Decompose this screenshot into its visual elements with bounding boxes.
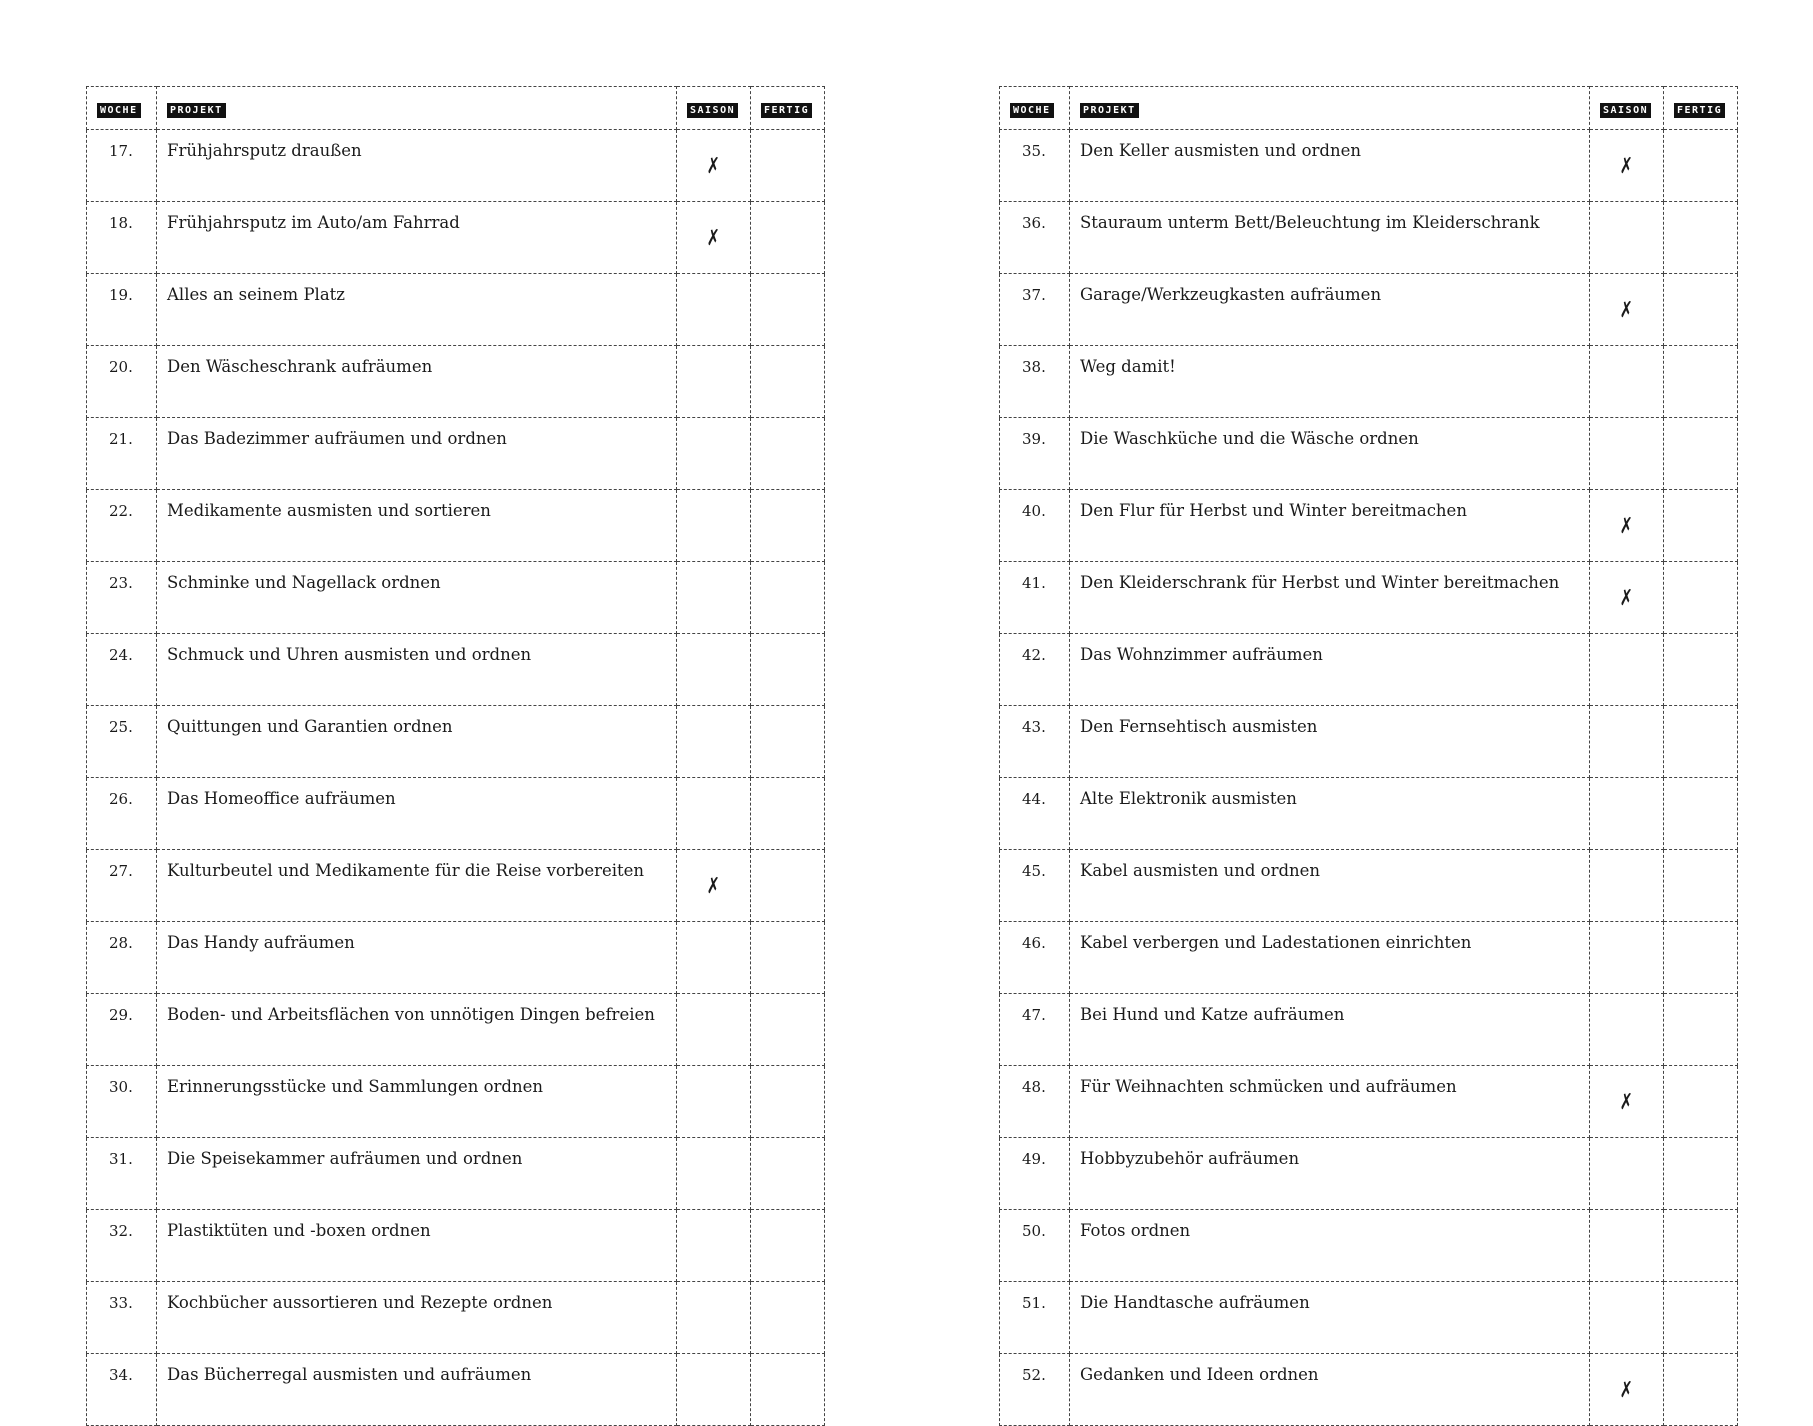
fertig-checkbox-cell[interactable] bbox=[751, 490, 825, 562]
header-week-label: WOCHE bbox=[97, 103, 141, 118]
table-row bbox=[87, 1138, 825, 1210]
saison-cell bbox=[1590, 1282, 1664, 1354]
saison-cell bbox=[1590, 1354, 1664, 1426]
saison-cell bbox=[677, 850, 751, 922]
fertig-checkbox-cell[interactable] bbox=[1664, 922, 1738, 994]
saison-cell bbox=[677, 418, 751, 490]
saison-cell bbox=[1590, 778, 1664, 850]
table-row bbox=[87, 1210, 825, 1282]
header-project-label: PROJEKT bbox=[1080, 103, 1139, 118]
project-name: Die Speisekammer aufräumen und ordnen bbox=[157, 1138, 677, 1210]
fertig-checkbox-cell[interactable] bbox=[1664, 1138, 1738, 1210]
table-row bbox=[87, 130, 825, 202]
table-row bbox=[1000, 418, 1738, 490]
week-number: 22. bbox=[87, 490, 157, 562]
table-row bbox=[87, 490, 825, 562]
saison-cell bbox=[1590, 1138, 1664, 1210]
saison-cell bbox=[677, 1354, 751, 1426]
saison-cell bbox=[1590, 706, 1664, 778]
project-name: Für Weihnachten schmücken und aufräumen bbox=[1070, 1066, 1590, 1138]
project-name: Bei Hund und Katze aufräumen bbox=[1070, 994, 1590, 1066]
fertig-checkbox-cell[interactable] bbox=[751, 994, 825, 1066]
fertig-checkbox-cell[interactable] bbox=[1664, 634, 1738, 706]
fertig-checkbox-cell[interactable] bbox=[1664, 994, 1738, 1066]
saison-cell bbox=[1590, 922, 1664, 994]
saison-cell bbox=[677, 274, 751, 346]
fertig-checkbox-cell[interactable] bbox=[1664, 562, 1738, 634]
header-saison-label: SAISON bbox=[687, 103, 738, 118]
fertig-checkbox-cell[interactable] bbox=[1664, 202, 1738, 274]
week-number: 44. bbox=[1000, 778, 1070, 850]
table-row bbox=[1000, 274, 1738, 346]
table-header-row bbox=[1000, 87, 1738, 130]
week-number: 50. bbox=[1000, 1210, 1070, 1282]
fertig-checkbox-cell[interactable] bbox=[751, 562, 825, 634]
saison-cell bbox=[677, 994, 751, 1066]
week-number: 34. bbox=[87, 1354, 157, 1426]
table-row bbox=[87, 634, 825, 706]
saison-cell bbox=[1590, 346, 1664, 418]
header-fertig-label: FERTIG bbox=[761, 103, 812, 118]
project-name: Frühjahrsputz im Auto/am Fahrrad bbox=[157, 202, 677, 274]
saison-mark: ✗ bbox=[1619, 153, 1634, 179]
header-saison bbox=[1590, 87, 1664, 130]
week-number: 30. bbox=[87, 1066, 157, 1138]
saison-cell bbox=[677, 922, 751, 994]
saison-mark: ✗ bbox=[706, 153, 721, 179]
table-row bbox=[87, 706, 825, 778]
table-row bbox=[87, 274, 825, 346]
saison-mark: ✗ bbox=[1619, 1377, 1634, 1403]
project-name: Den Wäscheschrank aufräumen bbox=[157, 346, 677, 418]
weekly-projects-table-left bbox=[86, 86, 825, 1426]
fertig-checkbox-cell[interactable] bbox=[1664, 1282, 1738, 1354]
saison-cell bbox=[677, 562, 751, 634]
project-name: Schminke und Nagellack ordnen bbox=[157, 562, 677, 634]
saison-cell bbox=[1590, 202, 1664, 274]
header-fertig-label: FERTIG bbox=[1674, 103, 1725, 118]
table-row bbox=[1000, 1210, 1738, 1282]
table-header-row bbox=[87, 87, 825, 130]
week-number: 28. bbox=[87, 922, 157, 994]
saison-cell bbox=[1590, 274, 1664, 346]
week-number: 32. bbox=[87, 1210, 157, 1282]
fertig-checkbox-cell[interactable] bbox=[1664, 490, 1738, 562]
table-row bbox=[87, 1354, 825, 1426]
fertig-checkbox-cell[interactable] bbox=[751, 1066, 825, 1138]
table-row bbox=[87, 850, 825, 922]
header-saison bbox=[677, 87, 751, 130]
project-name: Das Wohnzimmer aufräumen bbox=[1070, 634, 1590, 706]
saison-cell bbox=[677, 130, 751, 202]
saison-cell bbox=[1590, 634, 1664, 706]
week-number: 52. bbox=[1000, 1354, 1070, 1426]
saison-cell bbox=[677, 706, 751, 778]
project-name: Quittungen und Garantien ordnen bbox=[157, 706, 677, 778]
table-row bbox=[1000, 1138, 1738, 1210]
fertig-checkbox-cell[interactable] bbox=[751, 922, 825, 994]
project-name: Erinnerungsstücke und Sammlungen ordnen bbox=[157, 1066, 677, 1138]
week-number: 17. bbox=[87, 130, 157, 202]
header-fertig bbox=[751, 87, 825, 130]
saison-mark: ✗ bbox=[1619, 513, 1634, 539]
fertig-checkbox-cell[interactable] bbox=[751, 778, 825, 850]
week-number: 37. bbox=[1000, 274, 1070, 346]
fertig-checkbox-cell[interactable] bbox=[1664, 706, 1738, 778]
project-name: Den Flur für Herbst und Winter bereitmachen bbox=[1070, 490, 1590, 562]
week-number: 39. bbox=[1000, 418, 1070, 490]
project-name: Kabel ausmisten und ordnen bbox=[1070, 850, 1590, 922]
week-number: 27. bbox=[87, 850, 157, 922]
saison-cell bbox=[677, 634, 751, 706]
project-name: Alles an seinem Platz bbox=[157, 274, 677, 346]
project-name: Boden- und Arbeitsflächen von unnötigen Dingen befreien bbox=[157, 994, 677, 1066]
fertig-checkbox-cell[interactable] bbox=[751, 274, 825, 346]
fertig-checkbox-cell[interactable] bbox=[751, 130, 825, 202]
saison-mark: ✗ bbox=[1619, 1089, 1634, 1115]
fertig-checkbox-cell[interactable] bbox=[1664, 1354, 1738, 1426]
table-row bbox=[1000, 1354, 1738, 1426]
project-name: Das Badezimmer aufräumen und ordnen bbox=[157, 418, 677, 490]
table-row bbox=[1000, 130, 1738, 202]
saison-cell bbox=[1590, 418, 1664, 490]
table-row bbox=[87, 202, 825, 274]
header-saison-label: SAISON bbox=[1600, 103, 1651, 118]
week-number: 49. bbox=[1000, 1138, 1070, 1210]
fertig-checkbox-cell[interactable] bbox=[751, 1138, 825, 1210]
week-number: 47. bbox=[1000, 994, 1070, 1066]
table-row bbox=[1000, 994, 1738, 1066]
week-number: 20. bbox=[87, 346, 157, 418]
week-number: 41. bbox=[1000, 562, 1070, 634]
project-name: Plastiktüten und -boxen ordnen bbox=[157, 1210, 677, 1282]
week-number: 43. bbox=[1000, 706, 1070, 778]
week-number: 26. bbox=[87, 778, 157, 850]
saison-mark: ✗ bbox=[1619, 585, 1634, 611]
fertig-checkbox-cell[interactable] bbox=[1664, 274, 1738, 346]
saison-cell bbox=[677, 1282, 751, 1354]
table-row bbox=[1000, 778, 1738, 850]
project-name: Das Bücherregal ausmisten und aufräumen bbox=[157, 1354, 677, 1426]
week-number: 24. bbox=[87, 634, 157, 706]
fertig-checkbox-cell[interactable] bbox=[1664, 418, 1738, 490]
project-name: Kabel verbergen und Ladestationen einrichten bbox=[1070, 922, 1590, 994]
fertig-checkbox-cell[interactable] bbox=[751, 1210, 825, 1282]
table-row bbox=[1000, 634, 1738, 706]
fertig-checkbox-cell[interactable] bbox=[1664, 850, 1738, 922]
header-project bbox=[157, 87, 677, 130]
saison-cell bbox=[1590, 850, 1664, 922]
project-name: Hobbyzubehör aufräumen bbox=[1070, 1138, 1590, 1210]
week-number: 36. bbox=[1000, 202, 1070, 274]
saison-cell bbox=[677, 1138, 751, 1210]
project-name: Das Homeoffice aufräumen bbox=[157, 778, 677, 850]
project-name: Frühjahrsputz draußen bbox=[157, 130, 677, 202]
project-name: Schmuck und Uhren ausmisten und ordnen bbox=[157, 634, 677, 706]
table-row bbox=[87, 418, 825, 490]
table-row bbox=[1000, 922, 1738, 994]
weekly-projects-table-right bbox=[999, 86, 1738, 1426]
table-row bbox=[1000, 490, 1738, 562]
table-row bbox=[1000, 562, 1738, 634]
fertig-checkbox-cell[interactable] bbox=[751, 1282, 825, 1354]
week-number: 31. bbox=[87, 1138, 157, 1210]
week-number: 25. bbox=[87, 706, 157, 778]
fertig-checkbox-cell[interactable] bbox=[1664, 346, 1738, 418]
project-name: Den Kleiderschrank für Herbst und Winter bereitmachen bbox=[1070, 562, 1590, 634]
table-row bbox=[1000, 346, 1738, 418]
header-week bbox=[87, 87, 157, 130]
project-name: Alte Elektronik ausmisten bbox=[1070, 778, 1590, 850]
project-name: Fotos ordnen bbox=[1070, 1210, 1590, 1282]
header-week-label: WOCHE bbox=[1010, 103, 1054, 118]
saison-mark: ✗ bbox=[1619, 297, 1634, 323]
fertig-checkbox-cell[interactable] bbox=[751, 850, 825, 922]
fertig-checkbox-cell[interactable] bbox=[751, 418, 825, 490]
project-name: Die Waschküche und die Wäsche ordnen bbox=[1070, 418, 1590, 490]
saison-cell bbox=[677, 490, 751, 562]
week-number: 51. bbox=[1000, 1282, 1070, 1354]
table-row bbox=[87, 922, 825, 994]
week-number: 21. bbox=[87, 418, 157, 490]
project-name: Das Handy aufräumen bbox=[157, 922, 677, 994]
table-row bbox=[87, 778, 825, 850]
fertig-checkbox-cell[interactable] bbox=[751, 1354, 825, 1426]
saison-cell bbox=[677, 1066, 751, 1138]
saison-cell bbox=[677, 778, 751, 850]
table-row bbox=[87, 346, 825, 418]
week-number: 33. bbox=[87, 1282, 157, 1354]
fertig-checkbox-cell[interactable] bbox=[751, 202, 825, 274]
saison-mark: ✗ bbox=[706, 873, 721, 899]
table-row bbox=[1000, 706, 1738, 778]
fertig-checkbox-cell[interactable] bbox=[751, 634, 825, 706]
saison-cell bbox=[1590, 490, 1664, 562]
header-project bbox=[1070, 87, 1590, 130]
week-number: 46. bbox=[1000, 922, 1070, 994]
table-row bbox=[87, 1066, 825, 1138]
fertig-checkbox-cell[interactable] bbox=[1664, 1066, 1738, 1138]
saison-cell bbox=[1590, 994, 1664, 1066]
week-number: 40. bbox=[1000, 490, 1070, 562]
fertig-checkbox-cell[interactable] bbox=[1664, 1210, 1738, 1282]
saison-cell bbox=[677, 346, 751, 418]
fertig-checkbox-cell[interactable] bbox=[1664, 130, 1738, 202]
project-name: Den Keller ausmisten und ordnen bbox=[1070, 130, 1590, 202]
project-name: Garage/Werkzeugkasten aufräumen bbox=[1070, 274, 1590, 346]
saison-cell bbox=[1590, 562, 1664, 634]
saison-cell bbox=[1590, 130, 1664, 202]
week-number: 42. bbox=[1000, 634, 1070, 706]
week-number: 19. bbox=[87, 274, 157, 346]
saison-cell bbox=[677, 1210, 751, 1282]
week-number: 38. bbox=[1000, 346, 1070, 418]
table-row bbox=[87, 994, 825, 1066]
saison-cell bbox=[1590, 1210, 1664, 1282]
week-number: 29. bbox=[87, 994, 157, 1066]
header-fertig bbox=[1664, 87, 1738, 130]
table-row bbox=[87, 1282, 825, 1354]
project-name: Weg damit! bbox=[1070, 346, 1590, 418]
fertig-checkbox-cell[interactable] bbox=[1664, 778, 1738, 850]
project-name: Kulturbeutel und Medikamente für die Reise vorbereiten bbox=[157, 850, 677, 922]
project-name: Die Handtasche aufräumen bbox=[1070, 1282, 1590, 1354]
table-row bbox=[1000, 202, 1738, 274]
project-name: Kochbücher aussortieren und Rezepte ordnen bbox=[157, 1282, 677, 1354]
week-number: 45. bbox=[1000, 850, 1070, 922]
week-number: 23. bbox=[87, 562, 157, 634]
project-name: Den Fernsehtisch ausmisten bbox=[1070, 706, 1590, 778]
table-row bbox=[1000, 850, 1738, 922]
table-row bbox=[1000, 1066, 1738, 1138]
header-week bbox=[1000, 87, 1070, 130]
fertig-checkbox-cell[interactable] bbox=[751, 706, 825, 778]
saison-cell bbox=[1590, 1066, 1664, 1138]
project-name: Stauraum unterm Bett/Beleuchtung im Kleiderschrank bbox=[1070, 202, 1590, 274]
table-row bbox=[87, 562, 825, 634]
header-project-label: PROJEKT bbox=[167, 103, 226, 118]
week-number: 18. bbox=[87, 202, 157, 274]
fertig-checkbox-cell[interactable] bbox=[751, 346, 825, 418]
project-name: Gedanken und Ideen ordnen bbox=[1070, 1354, 1590, 1426]
saison-cell bbox=[677, 202, 751, 274]
week-number: 48. bbox=[1000, 1066, 1070, 1138]
table-row bbox=[1000, 1282, 1738, 1354]
project-name: Medikamente ausmisten und sortieren bbox=[157, 490, 677, 562]
saison-mark: ✗ bbox=[706, 225, 721, 251]
week-number: 35. bbox=[1000, 130, 1070, 202]
